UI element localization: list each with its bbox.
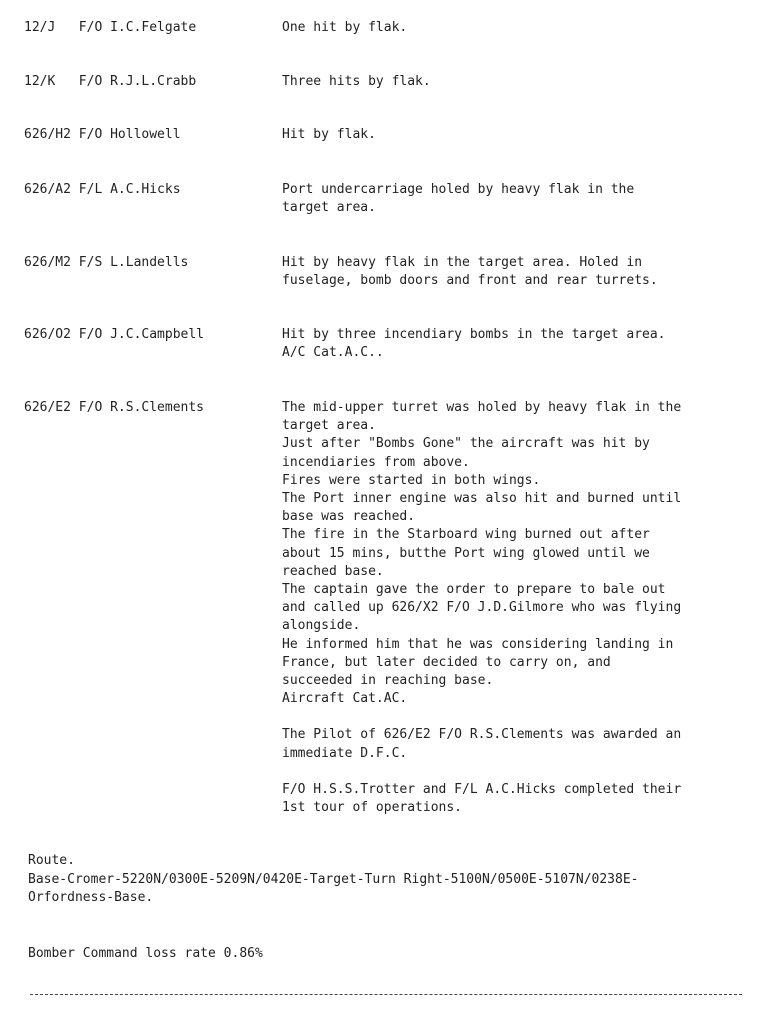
description-line: He informed him that he was considering landing in bbox=[282, 636, 674, 652]
route-section bbox=[28, 852, 748, 908]
description-line: about 15 mins, butthe Port wing glowed until we bbox=[282, 545, 650, 561]
description-line: The captain gave the order to prepare to bale out bbox=[282, 582, 666, 598]
damage-description bbox=[282, 73, 744, 91]
aircraft-crew-reference: 626/H2 F/O Hollowell bbox=[24, 127, 181, 142]
aircraft-crew-reference: 12/J F/O I.C.Felgate bbox=[24, 20, 197, 35]
description-line: target area. bbox=[282, 418, 376, 434]
route-heading: Route. bbox=[28, 853, 75, 868]
description-line: The fire in the Starboard wing burned out after bbox=[282, 527, 650, 543]
note-line: The Pilot of 626/E2 F/O R.S.Clements was awarded an bbox=[282, 727, 682, 743]
aircraft-crew-reference: 626/A2 F/L A.C.Hicks bbox=[24, 182, 181, 197]
damage-description bbox=[282, 254, 744, 290]
dashed-separator-line bbox=[30, 994, 742, 995]
note-line: F/O H.S.S.Trotter and F/L A.C.Hicks completed their bbox=[282, 781, 682, 797]
description-line: base was reached. bbox=[282, 509, 416, 525]
route-waypoints-line-1: Base-Cromer-5220N/0300E-5209N/0420E-Target-Turn Right-5100N/0500E-5107N/0238E- bbox=[28, 871, 639, 887]
description-line: succeeded in reaching base. bbox=[282, 673, 494, 689]
route-waypoints-line-2: Orfordness-Base. bbox=[28, 890, 154, 905]
damage-description bbox=[282, 181, 744, 217]
aircraft-crew-reference: 626/O2 F/O J.C.Campbell bbox=[24, 327, 205, 342]
description-line: alongside. bbox=[282, 618, 361, 634]
description-line: The Port inner engine was also hit and burned until bbox=[282, 491, 682, 507]
description-line: Three hits by flak. bbox=[282, 74, 431, 89]
description-line: France, but later decided to carry on, and bbox=[282, 654, 611, 670]
description-line: One hit by flak. bbox=[282, 20, 408, 35]
paragraph-gap bbox=[282, 708, 744, 726]
description-line: Hit by heavy flak in the target area. Holed in bbox=[282, 255, 643, 270]
description-line: The mid-upper turret was holed by heavy flak in the bbox=[282, 400, 682, 415]
loss-rate-text: Bomber Command loss rate 0.86% bbox=[28, 946, 263, 961]
aircraft-crew-reference: 626/E2 F/O R.S.Clements bbox=[24, 400, 205, 415]
description-line: fuselage, bomb doors and front and rear turrets. bbox=[282, 273, 658, 289]
description-line: Port undercarriage holed by heavy flak in the bbox=[282, 182, 635, 197]
damage-description bbox=[282, 126, 744, 144]
damage-description bbox=[282, 19, 744, 37]
description-line: Hit by flak. bbox=[282, 127, 376, 142]
description-line: and called up 626/X2 F/O J.D.Gilmore who was flying bbox=[282, 600, 682, 616]
description-line: reached base. bbox=[282, 563, 384, 579]
description-line: A/C Cat.A.C.. bbox=[282, 345, 384, 361]
description-line: Hit by three incendiary bombs in the target area. bbox=[282, 327, 666, 342]
paragraph-gap bbox=[282, 763, 744, 781]
note-line: immediate D.F.C. bbox=[282, 745, 408, 761]
description-line: Just after "Bombs Gone" the aircraft was hit by bbox=[282, 436, 650, 452]
aircraft-crew-reference: 626/M2 F/S L.Landells bbox=[24, 255, 189, 270]
description-line: Aircraft Cat.AC. bbox=[282, 691, 408, 707]
description-line: target area. bbox=[282, 200, 376, 216]
aircraft-crew-reference: 12/K F/O R.J.L.Crabb bbox=[24, 74, 197, 89]
note-line: 1st tour of operations. bbox=[282, 800, 463, 816]
description-line: Fires were started in both wings. bbox=[282, 472, 541, 488]
damage-description bbox=[282, 326, 744, 362]
damage-description bbox=[282, 399, 744, 817]
description-line: incendiaries from above. bbox=[282, 454, 470, 470]
